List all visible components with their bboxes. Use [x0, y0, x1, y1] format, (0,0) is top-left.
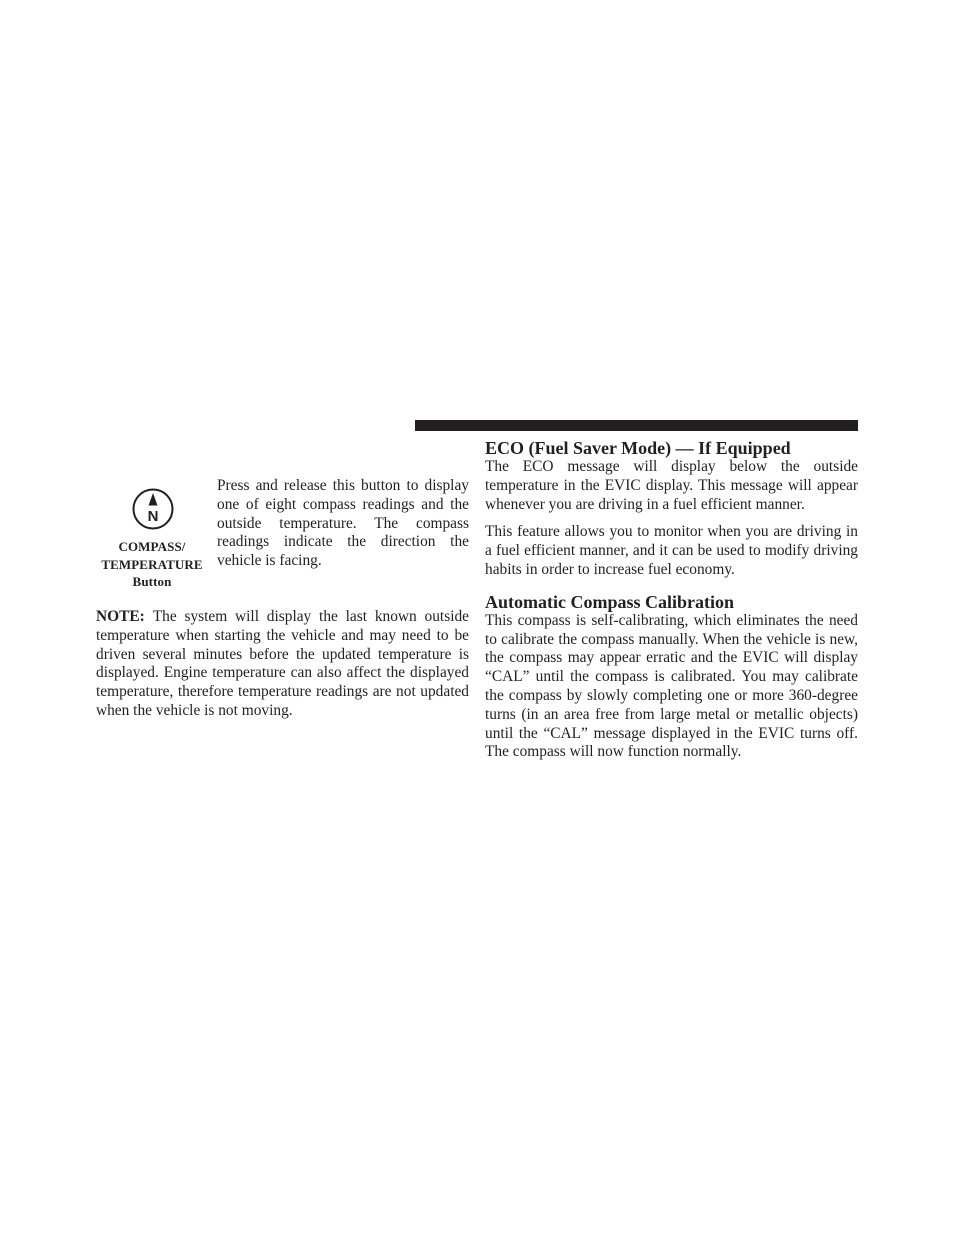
note-text: The system will display the last known outside temperature when starting the vehicle and may need to be driven several minutes before the updated temperature is displayed. Engine temperature can also affect the displayed temperature, therefore temperature readings are not updated when the vehicle is not moving.	[96, 608, 469, 719]
calibration-paragraph: This compass is self-calibrating, which eliminates the need to calibrate the compass manually. When the vehicle is new, the compass may appear erratic and the EVIC will display “CAL” until the compass is calibrated. You may calibrate the compass by slowly completing one or more 360-degree turns (in an area free from large metal or metallic objects) until the “CAL” message displayed in the EVIC turns off. The compass will now function normally.	[485, 611, 858, 761]
compass-label-line2: TEMPERATURE	[101, 556, 203, 572]
note-paragraph	[96, 608, 469, 721]
eco-paragraph-1: The ECO message will display below the outside temperature in the EVIC display. This message will appear whenever you are driving in a fuel efficient manner.	[485, 458, 858, 513]
compass-north-icon	[132, 488, 174, 530]
compass-button-label	[96, 538, 208, 591]
compass-button-description: Press and release this button to display one of eight compass readings and the outside temperature. The compass readings indicate the direction the vehicle is facing.	[217, 477, 469, 570]
right-column	[485, 438, 858, 762]
eco-paragraph-2: This feature allows you to monitor when you are driving in a fuel efficient manner, and it can be used to modify driving habits in order to increase fuel economy.	[485, 523, 858, 578]
compass-label-line1: COMPASS/	[118, 539, 186, 554]
note-label: NOTE:	[96, 608, 145, 625]
compass-button-figure	[96, 477, 469, 608]
eco-heading: ECO (Fuel Saver Mode) — If Equipped	[485, 438, 791, 458]
svg-text:N: N	[147, 508, 159, 525]
left-column	[96, 477, 469, 721]
calibration-heading: Automatic Compass Calibration	[485, 591, 735, 612]
compass-label-line3: Button	[132, 574, 172, 589]
section-header-rule	[415, 420, 858, 431]
